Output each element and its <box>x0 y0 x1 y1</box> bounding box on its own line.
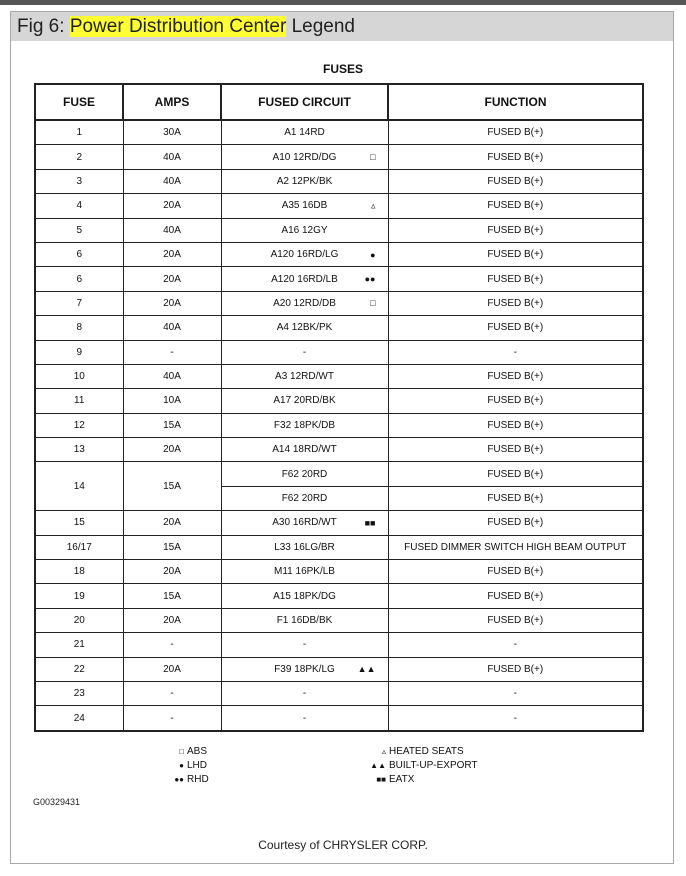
fuse-table <box>34 83 644 732</box>
fuse-cell: 6 <box>35 242 123 266</box>
function-cell: FUSED B(+) <box>388 120 643 145</box>
circuit-label: A30 16RD/WT <box>272 517 337 529</box>
circuit-symbol-icon: ●● <box>364 274 376 285</box>
circuit-label: A3 12RD/WT <box>275 371 334 383</box>
table-row <box>35 511 643 535</box>
function-cell: - <box>388 706 643 731</box>
amps-cell: 20A <box>123 438 221 462</box>
circuit-cell <box>221 194 388 218</box>
table-title: FUSES <box>322 62 363 76</box>
fuse-cell: 11 <box>35 389 123 413</box>
function-cell: FUSED B(+) <box>388 218 643 242</box>
circuit-label: A17 20RD/BK <box>273 395 336 407</box>
fuse-cell: 21 <box>35 633 123 657</box>
circuit-cell <box>221 608 388 632</box>
fuse-cell: 5 <box>35 218 123 242</box>
table-body <box>35 120 643 731</box>
amps-cell: - <box>123 340 221 364</box>
fuse-cell: 7 <box>35 291 123 315</box>
legend-label: LHD <box>187 760 208 771</box>
amps-cell: 10A <box>123 389 221 413</box>
circuit-cell <box>221 486 388 510</box>
circuit-label: F32 18PK/DB <box>273 419 336 431</box>
legend-label: BUILT-UP-EXPORT <box>389 760 478 771</box>
fuse-cell: 2 <box>35 145 123 169</box>
fuse-cell: 6 <box>35 267 123 291</box>
circuit-label: M11 16PK/LB <box>274 566 335 578</box>
circuit-cell <box>221 120 388 145</box>
circuit-cell <box>221 681 388 705</box>
legend-item <box>370 759 478 773</box>
amps-cell: 40A <box>123 364 221 388</box>
fuse-cell: 9 <box>35 340 123 364</box>
circuit-label: A16 12GY <box>281 224 328 236</box>
fuse-cell: 20 <box>35 608 123 632</box>
circuit-label: F62 20RD <box>281 468 328 480</box>
function-cell: FUSED B(+) <box>388 511 643 535</box>
function-cell: FUSED B(+) <box>388 316 643 340</box>
legend-label: EATX <box>389 774 415 785</box>
caption-suffix: Legend <box>286 16 355 37</box>
legend-label: HEATED SEATS <box>389 746 464 757</box>
fuse-cell: 22 <box>35 657 123 681</box>
circuit-label: F1 16DB/BK <box>276 615 333 626</box>
amps-cell: 40A <box>123 169 221 193</box>
function-cell: - <box>388 340 643 364</box>
legend-label: RHD <box>187 774 209 785</box>
circuit-symbol-icon: ▵ <box>370 200 376 211</box>
circuit-cell <box>221 364 388 388</box>
table-row <box>35 657 643 681</box>
circuit-cell <box>221 267 388 291</box>
fuse-cell: 23 <box>35 681 123 705</box>
caption-highlight: Power Distribution Center <box>69 16 287 37</box>
circuit-label: F39 18PK/LG <box>274 663 335 675</box>
table-row <box>35 169 643 193</box>
function-cell: FUSED B(+) <box>388 486 643 510</box>
figure-caption <box>11 12 673 41</box>
table-row <box>35 681 643 705</box>
legend-mark: ▵ <box>381 747 386 756</box>
fuse-cell: 14 <box>35 462 123 511</box>
table-row <box>35 413 643 437</box>
circuit-label: - <box>302 712 307 724</box>
fuse-cell: 4 <box>35 194 123 218</box>
legend-right <box>370 745 478 787</box>
circuit-cell <box>221 706 388 731</box>
circuit-cell <box>221 633 388 657</box>
circuit-label: A120 16RD/LB <box>271 273 338 285</box>
circuit-label: L33 16LG/BR <box>274 541 335 553</box>
circuit-label: A35 16DB <box>281 200 328 212</box>
table-row <box>35 145 643 169</box>
circuit-symbol-icon: □ <box>370 152 376 163</box>
circuit-symbol-icon: ▲▲ <box>357 664 376 675</box>
legend-mark: ▲▲ <box>370 761 386 770</box>
legend-mark: □ <box>179 747 184 756</box>
table-row <box>35 340 643 364</box>
fuse-cell: 18 <box>35 560 123 584</box>
circuit-cell <box>221 438 388 462</box>
function-cell: FUSED B(+) <box>388 242 643 266</box>
circuit-cell <box>221 389 388 413</box>
table-header-row <box>35 84 643 120</box>
top-border-bar <box>0 0 686 5</box>
table-row <box>35 291 643 315</box>
amps-cell: 20A <box>123 608 221 632</box>
function-cell: - <box>388 633 643 657</box>
fuse-cell: 13 <box>35 438 123 462</box>
courtesy-credit: Courtesy of CHRYSLER CORP. <box>258 838 428 852</box>
function-cell: FUSED B(+) <box>388 657 643 681</box>
circuit-cell <box>221 413 388 437</box>
circuit-label: A4 12BK/PK <box>276 322 333 334</box>
table-row <box>35 389 643 413</box>
function-cell: - <box>388 681 643 705</box>
amps-cell: 20A <box>123 194 221 218</box>
fuse-cell: 19 <box>35 584 123 608</box>
amps-cell: - <box>123 706 221 731</box>
amps-cell: 15A <box>123 535 221 559</box>
header-fused-circuit: FUSED CIRCUIT <box>221 84 388 120</box>
circuit-label: A20 12RD/DB <box>273 297 336 309</box>
function-cell: FUSED B(+) <box>388 169 643 193</box>
function-cell: FUSED DIMMER SWITCH HIGH BEAM OUTPUT <box>388 535 643 559</box>
fuse-cell: 1 <box>35 120 123 145</box>
table-row <box>35 584 643 608</box>
amps-cell: 40A <box>123 218 221 242</box>
amps-cell: 40A <box>123 145 221 169</box>
circuit-cell <box>221 584 388 608</box>
amps-cell: 20A <box>123 511 221 535</box>
table-row <box>35 316 643 340</box>
circuit-cell <box>221 316 388 340</box>
table-row <box>35 535 643 559</box>
function-cell: FUSED B(+) <box>388 267 643 291</box>
legend-item <box>168 745 209 759</box>
table-row <box>35 706 643 731</box>
circuit-cell <box>221 462 388 486</box>
circuit-label: F62 20RD <box>281 493 328 505</box>
circuit-label: A2 12PK/BK <box>276 175 333 187</box>
circuit-label: A1 14RD <box>284 127 325 139</box>
amps-cell: - <box>123 681 221 705</box>
legend-left <box>168 745 209 787</box>
table-row <box>35 194 643 218</box>
legend-item <box>168 773 209 787</box>
legend-item <box>370 745 478 759</box>
circuit-label: A14 18RD/WT <box>272 444 337 456</box>
function-cell: FUSED B(+) <box>388 291 643 315</box>
fuse-cell: 15 <box>35 511 123 535</box>
header-function: FUNCTION <box>388 84 643 120</box>
function-cell: FUSED B(+) <box>388 438 643 462</box>
amps-cell: 15A <box>123 413 221 437</box>
function-cell: FUSED B(+) <box>388 364 643 388</box>
circuit-label: - <box>302 639 307 651</box>
function-cell: FUSED B(+) <box>388 608 643 632</box>
amps-cell: - <box>123 633 221 657</box>
circuit-cell <box>221 560 388 584</box>
table-row <box>35 608 643 632</box>
circuit-label: - <box>302 346 307 358</box>
fuse-cell: 16/17 <box>35 535 123 559</box>
header-fuse: FUSE <box>35 84 123 120</box>
circuit-label: A10 12RD/DG <box>272 151 337 163</box>
legend-item <box>370 773 478 787</box>
table-row <box>35 364 643 388</box>
header-amps: AMPS <box>123 84 221 120</box>
amps-cell: 30A <box>123 120 221 145</box>
circuit-symbol-icon: ■■ <box>364 517 376 528</box>
amps-cell: 15A <box>123 584 221 608</box>
legend-mark: ● <box>179 761 184 770</box>
table-row <box>35 120 643 145</box>
circuit-cell <box>221 242 388 266</box>
amps-cell: 20A <box>123 291 221 315</box>
function-cell: FUSED B(+) <box>388 145 643 169</box>
function-cell: FUSED B(+) <box>388 560 643 584</box>
amps-cell: 20A <box>123 657 221 681</box>
table-row <box>35 560 643 584</box>
fuse-cell: 24 <box>35 706 123 731</box>
amps-cell: 20A <box>123 267 221 291</box>
circuit-cell <box>221 291 388 315</box>
table-row <box>35 242 643 266</box>
function-cell: FUSED B(+) <box>388 584 643 608</box>
circuit-cell <box>221 169 388 193</box>
function-cell: FUSED B(+) <box>388 194 643 218</box>
circuit-label: A15 18PK/DG <box>273 590 336 602</box>
legend-label: ABS <box>187 746 208 757</box>
amps-cell: 15A <box>123 462 221 511</box>
fuse-cell: 8 <box>35 316 123 340</box>
function-cell: FUSED B(+) <box>388 462 643 486</box>
caption-prefix: Fig 6: <box>17 16 70 37</box>
circuit-label: - <box>302 688 307 700</box>
function-cell: FUSED B(+) <box>388 389 643 413</box>
circuit-symbol-icon: □ <box>370 298 376 309</box>
table-row <box>35 462 643 486</box>
circuit-cell <box>221 218 388 242</box>
figure-code: G00329431 <box>33 797 81 807</box>
table-row <box>35 438 643 462</box>
fuse-cell: 12 <box>35 413 123 437</box>
table-row <box>35 633 643 657</box>
amps-cell: 40A <box>123 316 221 340</box>
legend-mark: ●● <box>174 775 184 784</box>
fuse-cell: 3 <box>35 169 123 193</box>
amps-cell: 20A <box>123 242 221 266</box>
circuit-cell <box>221 535 388 559</box>
legend-item <box>168 759 209 773</box>
circuit-cell <box>221 145 388 169</box>
function-cell: FUSED B(+) <box>388 413 643 437</box>
circuit-symbol-icon: ● <box>370 249 376 260</box>
amps-cell: 20A <box>123 560 221 584</box>
circuit-cell <box>221 657 388 681</box>
legend-mark: ■■ <box>376 775 386 784</box>
table-row <box>35 218 643 242</box>
table-row <box>35 267 643 291</box>
fuse-cell: 10 <box>35 364 123 388</box>
circuit-cell <box>221 511 388 535</box>
circuit-cell <box>221 340 388 364</box>
circuit-label: A120 16RD/LG <box>270 249 339 261</box>
